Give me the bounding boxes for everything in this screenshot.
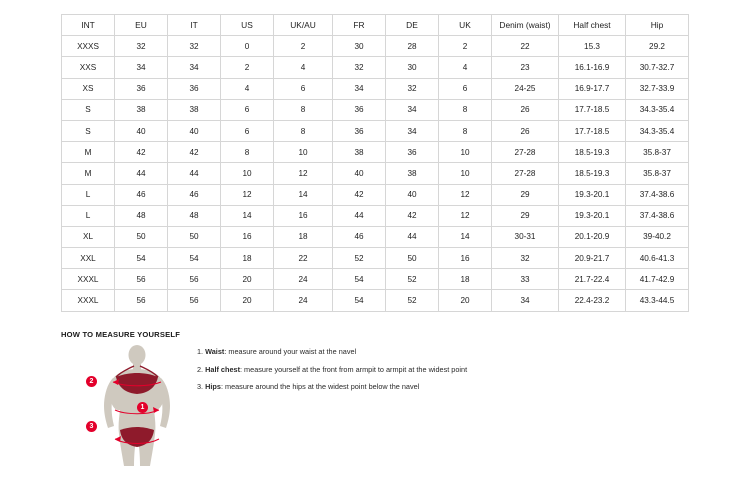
- column-header-it: IT: [168, 15, 221, 36]
- cell-uk-au: 22: [274, 248, 333, 269]
- cell-it: 32: [168, 36, 221, 57]
- cell-uk-au: 24: [274, 269, 333, 290]
- cell-uk: 14: [439, 226, 492, 247]
- cell-eu: 38: [115, 99, 168, 120]
- how-to-measure-heading: HOW TO MEASURE YOURSELF: [61, 330, 181, 339]
- cell-de: 32: [386, 78, 439, 99]
- cell-half-chest: 18.5-19.3: [559, 163, 626, 184]
- cell-size-int: XL: [62, 226, 115, 247]
- cell-de: 38: [386, 163, 439, 184]
- cell-half-chest: 18.5-19.3: [559, 142, 626, 163]
- cell-half-chest: 16.1-16.9: [559, 57, 626, 78]
- cell-fr: 36: [333, 120, 386, 141]
- cell-uk-au: 10: [274, 142, 333, 163]
- cell-uk-au: 6: [274, 78, 333, 99]
- cell-hip: 35.8-37: [626, 142, 689, 163]
- cell-size-int: M: [62, 142, 115, 163]
- cell-fr: 32: [333, 57, 386, 78]
- cell-de: 42: [386, 205, 439, 226]
- cell-denim-waist: 32: [492, 248, 559, 269]
- measurement-marker-1: 1: [137, 402, 148, 413]
- cell-size-int: S: [62, 120, 115, 141]
- cell-size-int: XS: [62, 78, 115, 99]
- cell-de: 50: [386, 248, 439, 269]
- cell-uk-au: 12: [274, 163, 333, 184]
- cell-de: 36: [386, 142, 439, 163]
- cell-uk: 6: [439, 78, 492, 99]
- cell-hip: 43.3-44.5: [626, 290, 689, 311]
- table-row: [62, 36, 689, 57]
- cell-half-chest: 19.3-20.1: [559, 184, 626, 205]
- column-header-eu: EU: [115, 15, 168, 36]
- instruction-waist: [197, 347, 537, 356]
- cell-hip: 37.4-38.6: [626, 205, 689, 226]
- cell-eu: 32: [115, 36, 168, 57]
- instruction-number-1: 1.: [197, 347, 204, 356]
- table-row: [62, 99, 689, 120]
- cell-hip: 34.3-35.4: [626, 120, 689, 141]
- cell-eu: 34: [115, 57, 168, 78]
- cell-us: 14: [221, 205, 274, 226]
- instruction-number-2: 2.: [197, 364, 204, 374]
- table-row: [62, 248, 689, 269]
- table-row: [62, 205, 689, 226]
- cell-hip: 39-40.2: [626, 226, 689, 247]
- cell-eu: 44: [115, 163, 168, 184]
- cell-de: 34: [386, 99, 439, 120]
- cell-us: 8: [221, 142, 274, 163]
- cell-uk: 12: [439, 205, 492, 226]
- cell-us: 16: [221, 226, 274, 247]
- cell-it: 42: [168, 142, 221, 163]
- cell-it: 56: [168, 290, 221, 311]
- cell-size-int: XXXL: [62, 290, 115, 311]
- cell-half-chest: 22.4-23.2: [559, 290, 626, 311]
- cell-size-int: XXS: [62, 57, 115, 78]
- cell-uk-au: 16: [274, 205, 333, 226]
- cell-hip: 32.7-33.9: [626, 78, 689, 99]
- cell-it: 34: [168, 57, 221, 78]
- cell-de: 40: [386, 184, 439, 205]
- column-header-de: DE: [386, 15, 439, 36]
- cell-hip: 34.3-35.4: [626, 99, 689, 120]
- column-header-uk-au: UK/AU: [274, 15, 333, 36]
- cell-it: 54: [168, 248, 221, 269]
- cell-eu: 50: [115, 226, 168, 247]
- cell-fr: 54: [333, 290, 386, 311]
- cell-denim-waist: 24-25: [492, 78, 559, 99]
- cell-it: 50: [168, 226, 221, 247]
- size-table-container: [61, 14, 689, 312]
- cell-half-chest: 17.7-18.5: [559, 120, 626, 141]
- cell-size-int: XXXS: [62, 36, 115, 57]
- cell-size-int: XXXL: [62, 269, 115, 290]
- cell-uk-au: 18: [274, 226, 333, 247]
- cell-us: 6: [221, 120, 274, 141]
- cell-half-chest: 16.9-17.7: [559, 78, 626, 99]
- cell-uk: 4: [439, 57, 492, 78]
- table-row: [62, 290, 689, 311]
- cell-hip: 41.7-42.9: [626, 269, 689, 290]
- cell-fr: 46: [333, 226, 386, 247]
- cell-fr: 38: [333, 142, 386, 163]
- cell-de: 52: [386, 269, 439, 290]
- cell-denim-waist: 23: [492, 57, 559, 78]
- instruction-label-waist: Waist: [205, 347, 225, 356]
- cell-hip: 40.6-41.3: [626, 248, 689, 269]
- table-row: [62, 120, 689, 141]
- cell-eu: 46: [115, 184, 168, 205]
- cell-uk-au: 8: [274, 99, 333, 120]
- cell-it: 44: [168, 163, 221, 184]
- cell-fr: 44: [333, 205, 386, 226]
- cell-size-int: M: [62, 163, 115, 184]
- cell-denim-waist: 29: [492, 205, 559, 226]
- cell-uk-au: 8: [274, 120, 333, 141]
- cell-half-chest: 20.1-20.9: [559, 226, 626, 247]
- cell-uk: 8: [439, 120, 492, 141]
- cell-fr: 36: [333, 99, 386, 120]
- cell-denim-waist: 27-28: [492, 142, 559, 163]
- cell-us: 12: [221, 184, 274, 205]
- cell-fr: 42: [333, 184, 386, 205]
- cell-uk-au: 14: [274, 184, 333, 205]
- cell-eu: 36: [115, 78, 168, 99]
- cell-de: 44: [386, 226, 439, 247]
- cell-half-chest: 20.9-21.7: [559, 248, 626, 269]
- cell-uk: 10: [439, 163, 492, 184]
- cell-eu: 42: [115, 142, 168, 163]
- instruction-text-half-chest: : measure yourself at the front from armpit to armpit at the widest point: [240, 364, 468, 374]
- table-row: [62, 163, 689, 184]
- cell-us: 0: [221, 36, 274, 57]
- cell-us: 18: [221, 248, 274, 269]
- cell-us: 10: [221, 163, 274, 184]
- cell-de: 30: [386, 57, 439, 78]
- cell-eu: 56: [115, 269, 168, 290]
- cell-it: 36: [168, 78, 221, 99]
- cell-it: 56: [168, 269, 221, 290]
- cell-fr: 40: [333, 163, 386, 184]
- cell-uk: 10: [439, 142, 492, 163]
- cell-us: 20: [221, 269, 274, 290]
- table-row: [62, 142, 689, 163]
- cell-denim-waist: 27-28: [492, 163, 559, 184]
- size-conversion-table: [61, 14, 689, 312]
- cell-fr: 34: [333, 78, 386, 99]
- cell-uk-au: 24: [274, 290, 333, 311]
- cell-eu: 48: [115, 205, 168, 226]
- cell-denim-waist: 33: [492, 269, 559, 290]
- cell-size-int: XXL: [62, 248, 115, 269]
- table-row: [62, 226, 689, 247]
- column-header-int: INT: [62, 15, 115, 36]
- table-header-row: [62, 15, 689, 36]
- cell-hip: 35.8-37: [626, 163, 689, 184]
- cell-uk-au: 2: [274, 36, 333, 57]
- instruction-text-hips: : measure around the hips at the widest point below the navel: [220, 382, 420, 392]
- table-row: [62, 269, 689, 290]
- cell-half-chest: 15.3: [559, 36, 626, 57]
- cell-half-chest: 17.7-18.5: [559, 99, 626, 120]
- cell-uk-au: 4: [274, 57, 333, 78]
- cell-uk: 18: [439, 269, 492, 290]
- cell-denim-waist: 30-31: [492, 226, 559, 247]
- cell-half-chest: 19.3-20.1: [559, 205, 626, 226]
- cell-denim-waist: 34: [492, 290, 559, 311]
- cell-it: 48: [168, 205, 221, 226]
- cell-denim-waist: 26: [492, 99, 559, 120]
- column-header-hip: Hip: [626, 15, 689, 36]
- cell-denim-waist: 29: [492, 184, 559, 205]
- cell-us: 20: [221, 290, 274, 311]
- cell-size-int: L: [62, 205, 115, 226]
- cell-half-chest: 21.7-22.4: [559, 269, 626, 290]
- cell-us: 2: [221, 57, 274, 78]
- instruction-half-chest: [197, 365, 537, 374]
- cell-it: 46: [168, 184, 221, 205]
- cell-de: 34: [386, 120, 439, 141]
- cell-uk: 16: [439, 248, 492, 269]
- cell-denim-waist: 22: [492, 36, 559, 57]
- column-header-us: US: [221, 15, 274, 36]
- cell-size-int: S: [62, 99, 115, 120]
- cell-uk: 20: [439, 290, 492, 311]
- cell-hip: 30.7-32.7: [626, 57, 689, 78]
- cell-fr: 30: [333, 36, 386, 57]
- instruction-label-half-chest: Half chest: [205, 364, 240, 374]
- table-row: [62, 184, 689, 205]
- cell-eu: 54: [115, 248, 168, 269]
- cell-hip: 37.4-38.6: [626, 184, 689, 205]
- column-header-fr: FR: [333, 15, 386, 36]
- cell-fr: 52: [333, 248, 386, 269]
- cell-uk: 12: [439, 184, 492, 205]
- table-row: [62, 57, 689, 78]
- cell-size-int: L: [62, 184, 115, 205]
- cell-it: 40: [168, 120, 221, 141]
- instruction-text-waist: : measure around your waist at the navel: [224, 347, 357, 356]
- cell-us: 4: [221, 78, 274, 99]
- cell-uk: 8: [439, 99, 492, 120]
- cell-de: 52: [386, 290, 439, 311]
- cell-us: 6: [221, 99, 274, 120]
- cell-de: 28: [386, 36, 439, 57]
- column-header-denim-waist: Denim (waist): [492, 15, 559, 36]
- cell-eu: 40: [115, 120, 168, 141]
- cell-eu: 56: [115, 290, 168, 311]
- instruction-hips: [197, 382, 537, 391]
- cell-uk: 2: [439, 36, 492, 57]
- cell-denim-waist: 26: [492, 120, 559, 141]
- table-row: [62, 78, 689, 99]
- cell-it: 38: [168, 99, 221, 120]
- measurement-instructions: [197, 347, 537, 400]
- measurement-marker-2: 2: [86, 376, 97, 387]
- instruction-label-hips: Hips: [205, 382, 221, 392]
- column-header-half-chest: Half chest: [559, 15, 626, 36]
- instruction-number-3: 3.: [197, 382, 204, 392]
- cell-hip: 29.2: [626, 36, 689, 57]
- column-header-uk: UK: [439, 15, 492, 36]
- cell-fr: 54: [333, 269, 386, 290]
- measurement-marker-3: 3: [86, 421, 97, 432]
